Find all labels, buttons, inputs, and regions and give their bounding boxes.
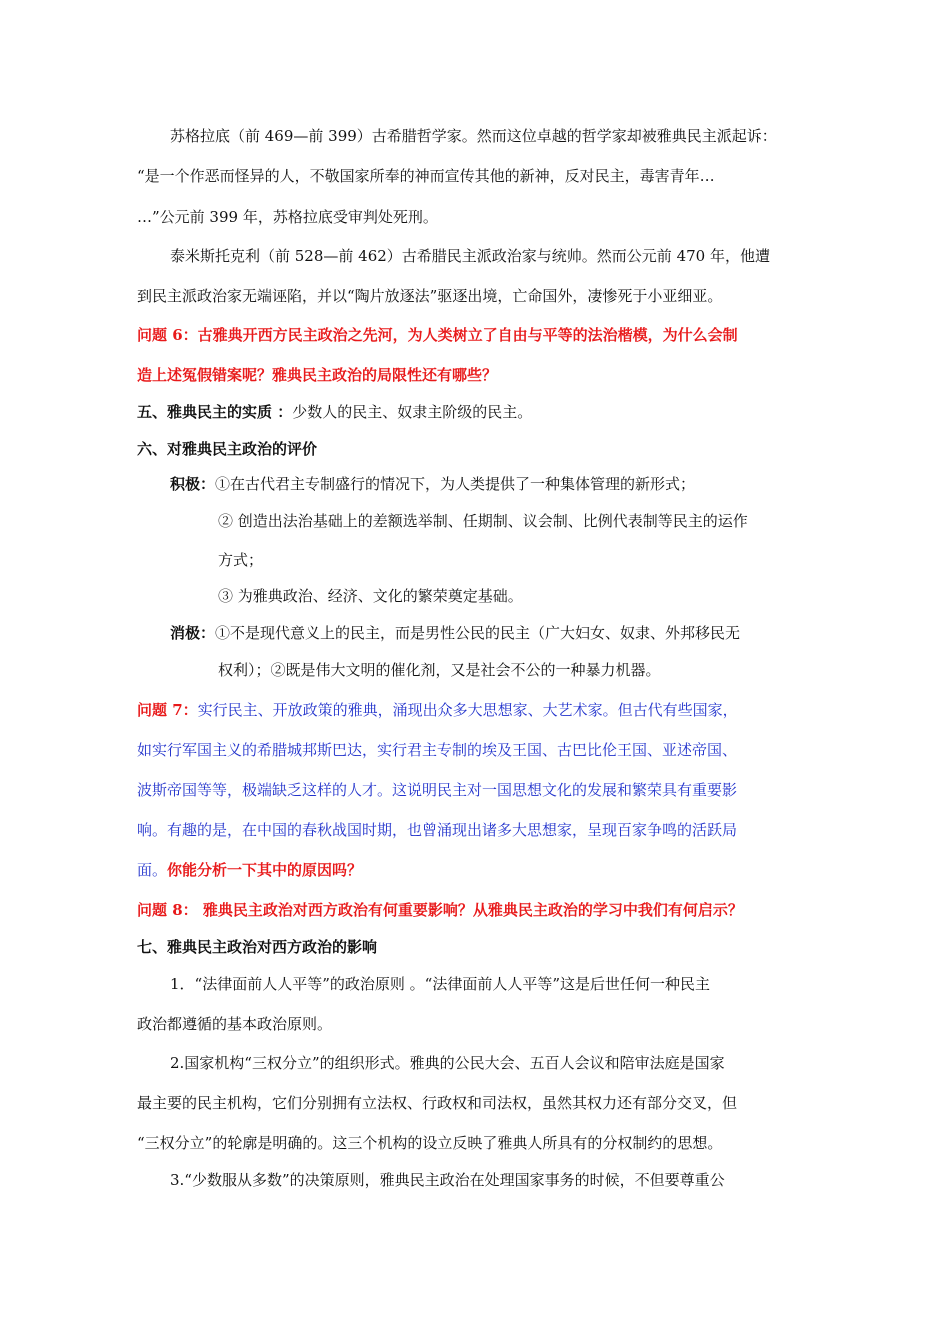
influence-1-line-2: 政治都遵循的基本政治原则。 [137,1015,333,1033]
socrates-line-3: …”公元前 399 年，苏格拉底受审判处死刑。 [137,208,438,226]
question-7-text-5a: 面。 [137,861,168,879]
question-7-line-1 [137,700,817,720]
section-5-text: 少数人的民主、奴隶主阶级的民主。 [292,403,533,421]
negative-line-1 [170,623,850,643]
influence-2-line-3: “三权分立”的轮廓是明确的。这三个机构的设立反映了雅典人所具有的分权制约的思想。 [137,1134,723,1152]
negative-item-2: 权利）；②既是伟大文明的催化剂，又是社会不公的一种暴力机器。 [218,661,661,679]
question-8: 问题 8： 雅典民主政治对西方政治有何重要影响？从雅典民主政治的学习中我们有何启示？ [137,901,743,919]
question-7-prompt: 你能分析一下其中的原因吗？ [167,861,363,879]
section-7-heading: 七、雅典民主政治对西方政治的影响 [137,938,378,956]
question-7-line-2: 如实行军国主义的希腊城邦斯巴达，实行君主专制的埃及王国、古巴比伦王国、亚述帝国、 [137,741,738,759]
positive-item-1: ①在古代君主专制盛行的情况下，为人类提供了一种集体管理的新形式； [215,475,696,493]
question-6-line-2: 造上述冤假错案呢？雅典民主政治的局限性还有哪些？ [137,366,498,384]
themistocles-line-1: 泰米斯托克利（前 528—前 462）古希腊民主派政治家与统帅。然而公元前 470 年，他遭 [170,247,770,265]
question-7-line-5 [137,860,817,880]
section-5-heading: 五、雅典民主的实质 ： [137,403,293,421]
question-7-label: 问题 7： [137,701,198,719]
socrates-line-2: “是一个作恶而怪异的人，不敬国家所奉的神而宣传其他的新神，反对民主，毒害青年… [137,167,715,185]
influence-1-line-1: 1．“法律面前人人平等”的政治原则 。“法律面前人人平等”这是后世任何一种民主 [170,975,710,993]
positive-item-2a: ② 创造出法治基础上的差额选举制、任期制、议会制、比例代表制等民主的运作 [218,512,748,530]
negative-item-1: ①不是现代意义上的民主，而是男性公民的民主（广大妇女、奴隶、外邦移民无 [215,624,741,642]
question-7-line-4: 响。有趣的是，在中国的春秋战国时期，也曾涌现出诸多大思想家，呈现百家争鸣的活跃局 [137,821,738,839]
question-7-text-1: 实行民主、开放政策的雅典，涌现出众多大思想家、大艺术家。但古代有些国家， [197,701,738,719]
positive-line-1 [170,474,850,494]
positive-item-3: ③ 为雅典政治、经济、文化的繁荣奠定基础。 [218,587,523,605]
influence-3-line-1: 3.“少数服从多数”的决策原则，雅典民主政治在处理国家事务的时候，不但要尊重公 [170,1171,725,1189]
positive-label: 积极： [170,475,216,493]
negative-label: 消极： [170,624,216,642]
influence-2-line-1: 2.国家机构“三权分立”的组织形式。雅典的公民大会、五百人会议和陪审法庭是国家 [170,1054,725,1072]
section-5 [137,402,817,422]
socrates-line-1: 苏格拉底（前 469—前 399）古希腊哲学家。然而这位卓越的哲学家却被雅典民主派起诉： [170,127,777,145]
themistocles-line-2: 到民主派政治家无端诬陷，并以“陶片放逐法”驱逐出境，亡命国外，凄惨死于小亚细亚。 [137,287,723,305]
question-6-line-1: 问题 6：古雅典开西方民主政治之先河，为人类树立了自由与平等的法治楷模，为什么会制 [137,326,738,344]
question-7-line-3: 波斯帝国等等，极端缺乏这样的人才。这说明民主对一国思想文化的发展和繁荣具有重要影 [137,781,738,799]
influence-2-line-2: 最主要的民主机构，它们分别拥有立法权、行政权和司法权，虽然其权力还有部分交叉，但 [137,1094,738,1112]
section-6-heading: 六、对雅典民主政治的评价 [137,440,318,458]
positive-item-2b: 方式； [218,551,264,569]
